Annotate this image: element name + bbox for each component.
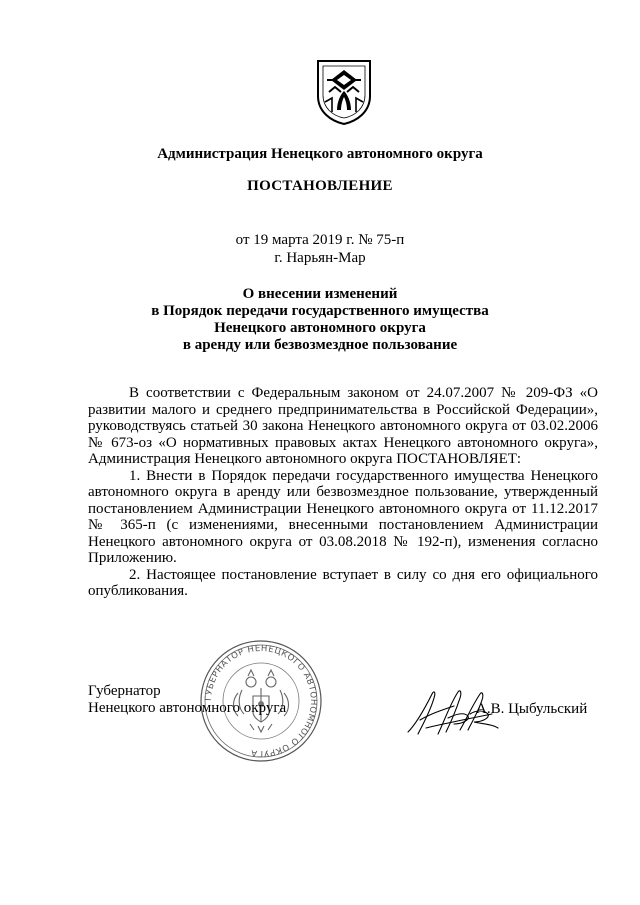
item-1-paragraph: 1. Внести в Порядок передачи государственного имущества Ненецкого автономного округа в аренду или безвозмездное пользование, утвержденный постановлением Администрации Ненецкого автономного округа от 11.12.2017 № 365-п (с изменениями, внесенными постановлением Администрации Ненецкого автономного округа от 03.08.2018 № 192-п), изменения согласно Приложению. [88,467,598,566]
document-date-number: от 19 марта 2019 г. № 75-п [235,232,405,248]
document-body [88,385,598,600]
title-line: О внесении изменений [242,286,398,302]
document-type: ПОСТАНОВЛЕНИЕ [247,178,393,194]
item-2-paragraph: 2. Настоящее постановление вступает в силу со дня его официального опубликования. [88,566,598,599]
signatory-role [88,683,286,717]
document-title [0,286,640,354]
title-line: в аренду или безвозмездное пользование [182,337,458,353]
signatory-name: А.В. Цыбульский [476,701,588,717]
preamble-paragraph: В соответствии с Федеральным законом от 24.07.2007 № 209-ФЗ «О развитии малого и среднего предпринимательства в Российской Федерации», руководствуясь статьей 30 закона Ненецкого автономного округа от 03.02.2006 № 673-оз «О нормативных правовых актах Ненецкого автономного округа», Администрация Ненецкого автономного округа ПОСТАНОВЛЯЕТ: [88,385,598,467]
organization-name: Администрация Ненецкого автономного округа [157,146,483,162]
coat-of-arms-icon [315,58,373,126]
title-line: Ненецкого автономного округа [214,320,426,336]
document-city: г. Нарьян-Мар [274,250,366,266]
title-line: в Порядок передачи государственного имущества [151,303,489,319]
signatory-region: Ненецкого автономного округа [88,700,287,716]
signatory-title: Губернатор [88,683,161,699]
seal-text: ГУБЕРНАТОР НЕНЕЦКОГО АВТОНОМНОГО ОКРУГА [203,643,319,759]
